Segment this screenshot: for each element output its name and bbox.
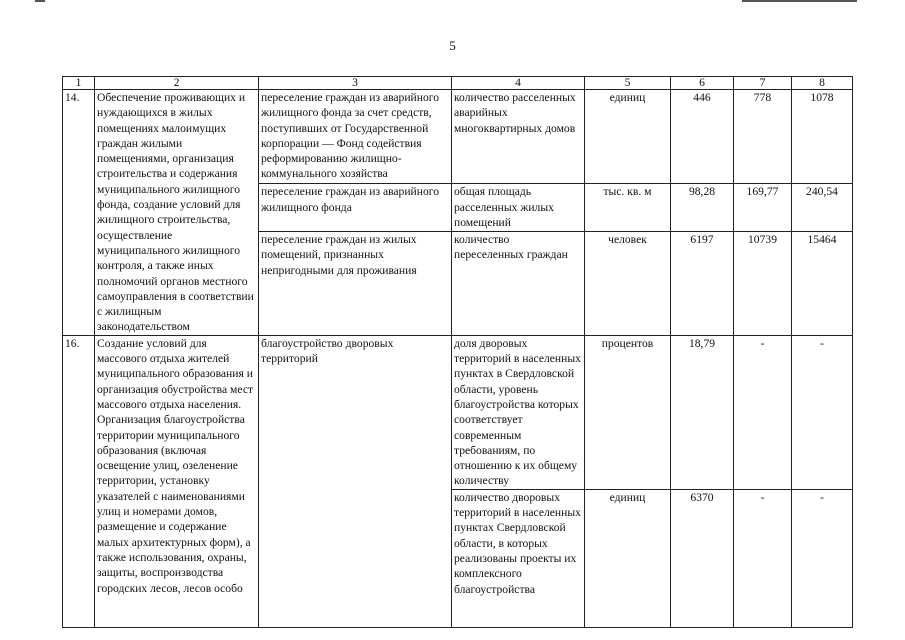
row-number: 16. [63,335,95,627]
value-col6: 6197 [671,232,734,336]
value-col6: 446 [671,90,734,184]
measure-cell: благоустройство дворовых территорий [259,335,452,627]
value-col8: 15464 [792,232,853,336]
indicator-cell: количество дворовых территорий в населенных пунктах Свердловской области, в которых реализованы проекты их комплексного благоустройства [452,489,585,627]
indicator-cell: общая площадь расселенных жилых помещений [452,184,585,232]
value-col7: 778 [734,90,792,184]
header-cell-3: 3 [259,77,452,90]
indicator-cell: количество переселенных граждан [452,232,585,336]
header-cell-1: 1 [63,77,95,90]
task-description: Обеспечение проживающих и нуждающихся в жилых помещениях малоимущих граждан жилыми помещениями, организация строительства и содержания муниципального жилищного фонда, создание условий для жилищного строительства, осуществление муниципального жилищного контроля, а также иных полномочий органов местного самоуправления в соответствии с жилищным законодательством [95,90,259,336]
header-cell-5: 5 [585,77,671,90]
value-col7: - [734,335,792,489]
task-description: Создание условий для массового отдыха жителей муниципального образования и организация обустройства мест массового отдыха населения. Организация благоустройства территории муниципального образования (включая освещение улиц, озеленение территории, установку указателей с наименованиями улиц и номерами домов, размещение и содержание малых архитектурных форм), а также использования, охраны, защиты, воспроизводства городских лесов, лесов особо [95,335,259,627]
value-col8: - [792,335,853,489]
header-cell-8: 8 [792,77,853,90]
measure-cell: переселение граждан из жилых помещений, признанных непригодными для проживания [259,232,452,336]
top-edge-mark-left [35,0,45,2]
table-row [63,335,853,489]
value-col6: 18,79 [671,335,734,489]
table-header-row [63,77,853,90]
header-cell-4: 4 [452,77,585,90]
unit-cell: единиц [585,90,671,184]
header-cell-2: 2 [95,77,259,90]
value-col8: 1078 [792,90,853,184]
unit-cell: единиц [585,489,671,627]
data-table [62,76,853,628]
value-col6: 6370 [671,489,734,627]
top-edge-mark-right [742,0,857,2]
unit-cell: процентов [585,335,671,489]
value-col8: 240,54 [792,184,853,232]
unit-cell: тыс. кв. м [585,184,671,232]
page-number: 5 [449,38,456,53]
value-col7: - [734,489,792,627]
table-row [63,90,853,184]
value-col6: 98,28 [671,184,734,232]
value-col7: 169,77 [734,184,792,232]
indicator-cell: количество расселенных аварийных многоквартирных домов [452,90,585,184]
unit-cell: человек [585,232,671,336]
indicator-cell: доля дворовых территорий в населенных пунктах в Свердловской области, уровень благоустройства которых соответствует современным требованиям, по отношению к их общему количеству [452,335,585,489]
value-col7: 10739 [734,232,792,336]
measure-cell: переселение граждан из аварийного жилищного фонда за счет средств, поступивших от Государственной корпорации — Фонд содействия реформированию жилищно-коммунального хозяйства [259,90,452,184]
row-number: 14. [63,90,95,336]
header-cell-7: 7 [734,77,792,90]
measure-cell: переселение граждан из аварийного жилищного фонда [259,184,452,232]
value-col8: - [792,489,853,627]
header-cell-6: 6 [671,77,734,90]
